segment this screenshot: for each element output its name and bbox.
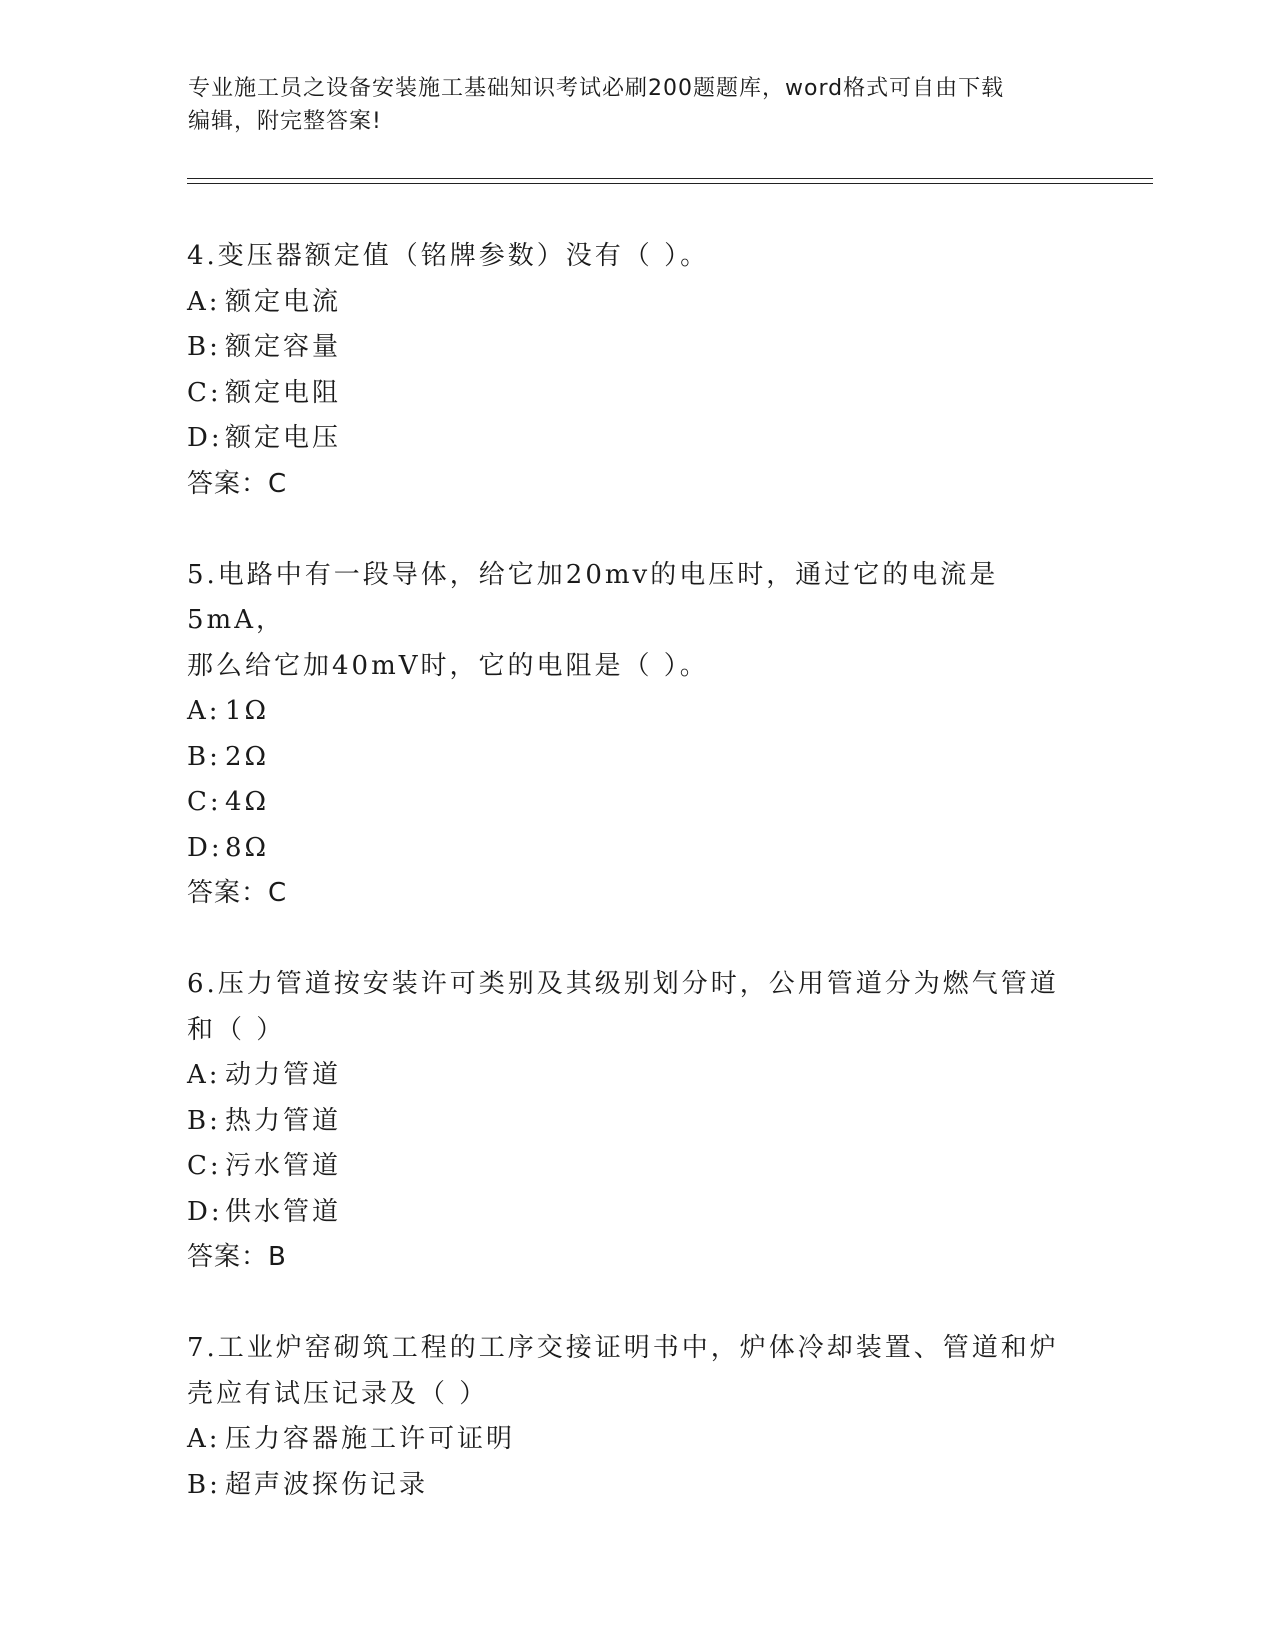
option-item: [187, 1144, 1087, 1190]
option-letter: B:: [187, 1105, 221, 1136]
option-text: 1Ω: [225, 696, 270, 726]
header-rule-top: [187, 178, 1153, 179]
answer-line: 答案：C: [187, 468, 288, 499]
option-item: [187, 1463, 1087, 1509]
option-text: 供水管道: [225, 1196, 342, 1227]
question-stem: 壳应有试压记录及（ ）: [187, 1378, 489, 1409]
option-text: 额定电流: [225, 286, 342, 317]
question-stem: 那么给它加40mV时，它的电阻是（ ）。: [187, 650, 709, 681]
option-letter: B:: [187, 741, 221, 772]
option-text: 2Ω: [225, 741, 270, 772]
option-letter: A:: [187, 696, 221, 726]
question-5: [187, 553, 1087, 963]
question-stem: 6.压力管道按安装许可类别及其级别划分时，公用管道分为燃气管道: [187, 969, 1059, 999]
option-letter: A:: [187, 1424, 221, 1454]
document-header: [188, 72, 1088, 138]
option-text: 额定电阻: [225, 377, 342, 408]
header-line-2: 编辑，附完整答案!: [188, 109, 382, 134]
option-item: [187, 416, 1087, 462]
option-text: 8Ω: [225, 832, 270, 863]
option-letter: C:: [187, 1151, 222, 1181]
option-letter: D:: [187, 832, 223, 863]
question-spacer: [187, 507, 1087, 553]
option-letter: D:: [187, 1196, 223, 1227]
option-item: [187, 826, 1087, 872]
answer-line: 答案：C: [187, 878, 288, 908]
question-4: [187, 234, 1087, 553]
option-item: [187, 1417, 1087, 1463]
option-letter: C:: [187, 377, 222, 408]
option-text: 污水管道: [225, 1151, 342, 1181]
option-letter: B:: [187, 332, 221, 362]
option-letter: D:: [187, 423, 223, 453]
option-item: [187, 689, 1087, 735]
question-stem: 5.电路中有一段导体，给它加20mv的电压时，通过它的电流是5mA，: [187, 559, 999, 635]
option-text: 4Ω: [225, 787, 270, 817]
option-letter: A:: [187, 286, 221, 317]
question-list: [187, 234, 1087, 1508]
header-rule-bottom: [187, 183, 1153, 184]
question-stem: 7.工业炉窑砌筑工程的工序交接证明书中，炉体冷却装置、管道和炉: [187, 1333, 1059, 1363]
option-text: 动力管道: [225, 1060, 342, 1090]
question-stem: 和（ ）: [187, 1014, 286, 1045]
option-item: [187, 325, 1087, 371]
option-item: [187, 735, 1087, 781]
option-item: [187, 1099, 1087, 1145]
option-text: 压力容器施工许可证明: [225, 1424, 516, 1454]
question-7: [187, 1326, 1087, 1508]
option-letter: C:: [187, 787, 222, 817]
option-item: [187, 780, 1087, 826]
option-item: [187, 1190, 1087, 1236]
option-item: [187, 280, 1087, 326]
option-text: 额定容量: [225, 332, 342, 362]
answer-line: 答案：B: [187, 1242, 287, 1272]
header-line-1: 专业施工员之设备安装施工基础知识考试必刷200题题库，word格式可自由下载: [188, 76, 1005, 101]
option-text: 热力管道: [225, 1105, 342, 1136]
option-item: [187, 371, 1087, 417]
question-spacer: [187, 1281, 1087, 1327]
question-6: [187, 962, 1087, 1326]
option-item: [187, 1053, 1087, 1099]
option-letter: A:: [187, 1060, 221, 1090]
option-text: 额定电压: [225, 423, 342, 453]
question-stem: 4.变压器额定值（铭牌参数）没有（ ）。: [187, 241, 710, 271]
option-text: 超声波探伤记录: [225, 1469, 429, 1500]
option-letter: B:: [187, 1469, 221, 1500]
question-spacer: [187, 917, 1087, 963]
